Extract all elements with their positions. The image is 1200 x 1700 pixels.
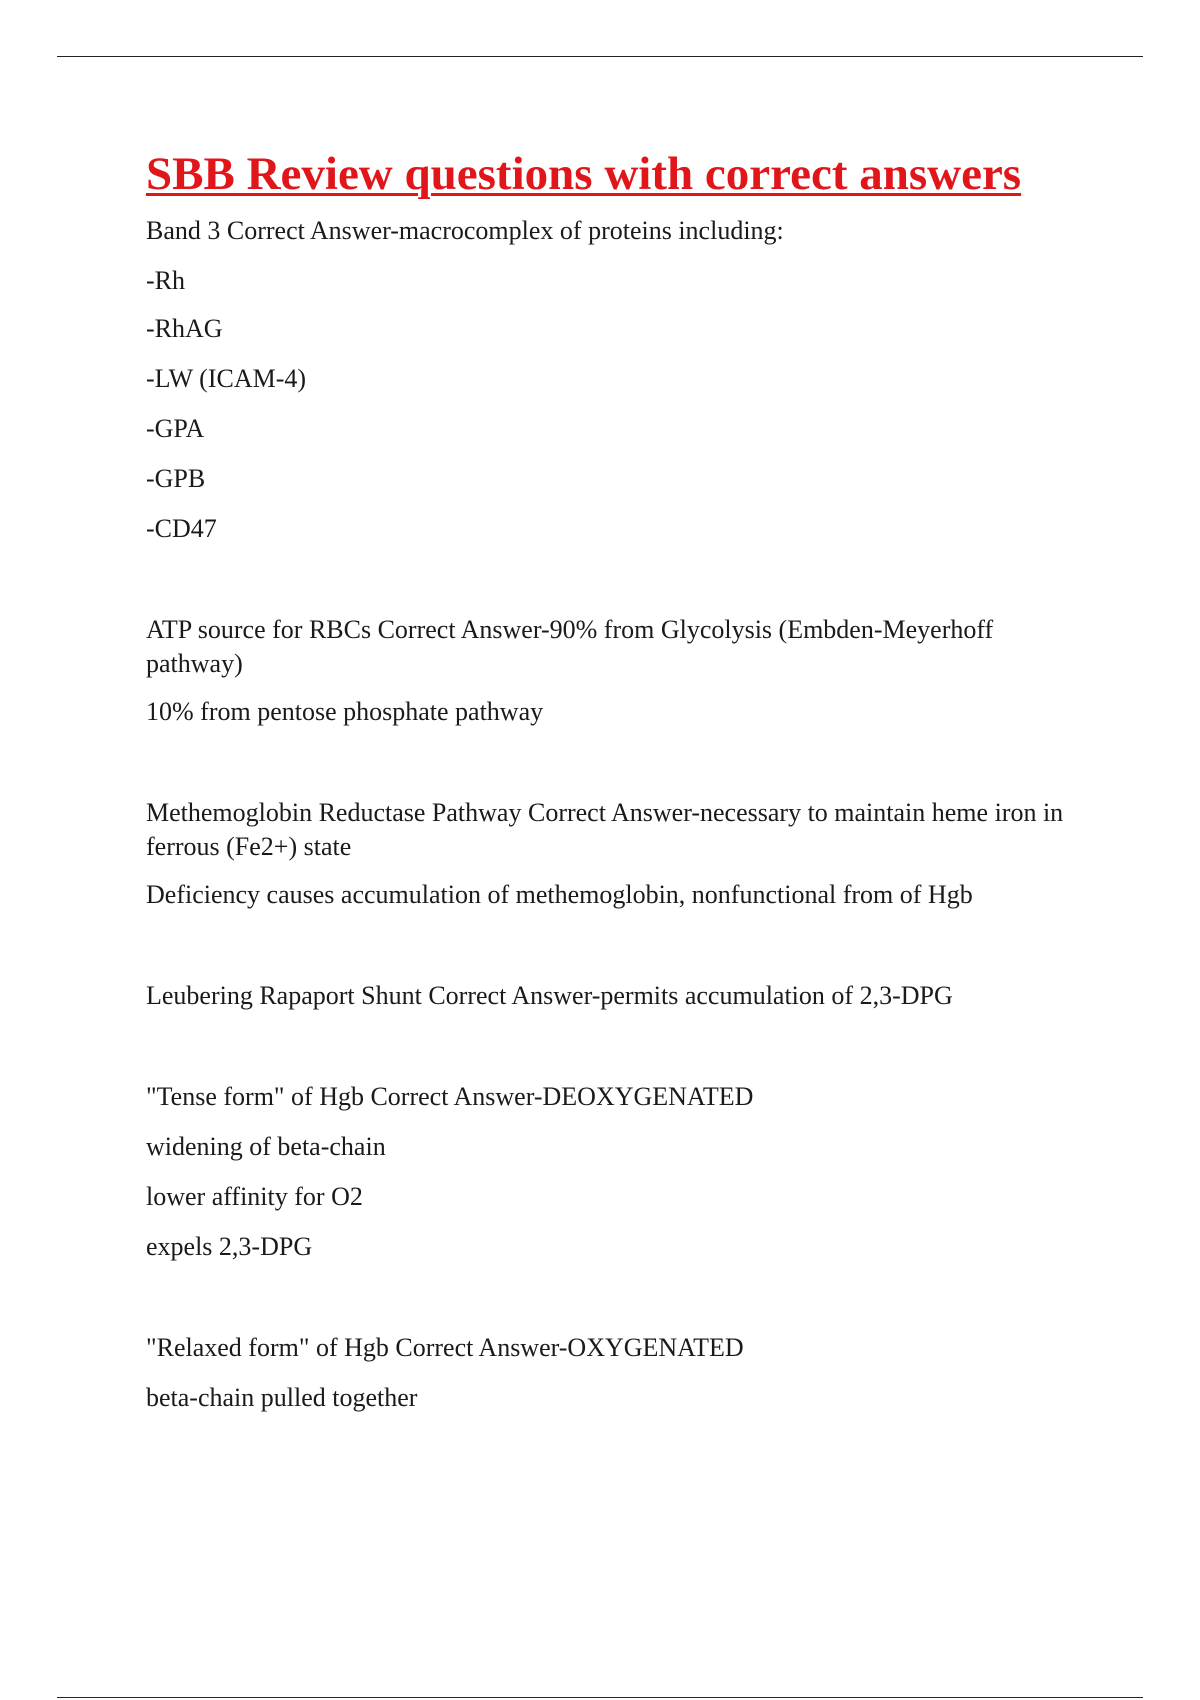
answer-line: beta-chain pulled together: [146, 1383, 418, 1412]
answer-line: -LW (ICAM-4): [146, 364, 307, 393]
answer-line: -Rh: [146, 266, 185, 295]
footer-rule: [57, 1697, 1143, 1698]
question-line: Leubering Rapaport Shunt Correct Answer-permits accumulation of 2,3-DPG: [146, 981, 953, 1010]
answer-line: expels 2,3-DPG: [146, 1232, 313, 1261]
answer-line: -RhAG: [146, 314, 223, 343]
answer-line: -GPA: [146, 414, 205, 443]
qa-item-leubering-rapaport: [146, 979, 1086, 1013]
answer-line: Deficiency causes accumulation of methemoglobin, nonfunctional from of Hgb: [146, 880, 973, 909]
question-line: ATP source for RBCs Correct Answer-90% from Glycolysis (Embden-Meyerhoff pathway): [146, 615, 994, 678]
qa-item-band-3: [146, 214, 1086, 546]
answer-line: -GPB: [146, 464, 206, 493]
header-rule: [57, 56, 1143, 57]
answer-line: 10% from pentose phosphate pathway: [146, 697, 544, 726]
question-line: "Tense form" of Hgb Correct Answer-DEOXYGENATED: [146, 1082, 754, 1111]
question-line: Band 3 Correct Answer-macrocomplex of proteins including:: [146, 216, 784, 245]
answer-line: -CD47: [146, 514, 217, 543]
document-body: [146, 146, 1086, 1415]
question-line: Methemoglobin Reductase Pathway Correct Answer-necessary to maintain heme iron in ferrous (Fe2+) state: [146, 798, 1064, 861]
qa-item-tense-form: [146, 1080, 1086, 1264]
qa-item-atp-source: [146, 613, 1086, 729]
qa-item-relaxed-form: [146, 1331, 1086, 1415]
document-title: SBB Review questions with correct answers: [146, 148, 1022, 200]
qa-item-methemoglobin-reductase: [146, 796, 1086, 912]
answer-line: widening of beta-chain: [146, 1132, 386, 1161]
question-line: "Relaxed form" of Hgb Correct Answer-OXYGENATED: [146, 1333, 744, 1362]
answer-line: lower affinity for O2: [146, 1182, 363, 1211]
